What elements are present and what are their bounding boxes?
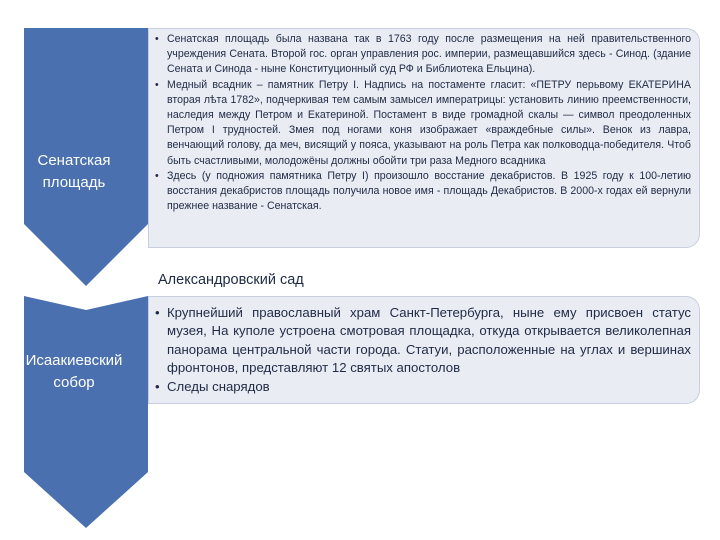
content-card-senate-square [148,28,700,248]
heading-alexander-garden: Александровский сад [158,272,304,288]
content-card-st-isaac-cathedral [148,296,700,404]
bullet-bronze-horseman: • Медный всадник – памятник Петру I. Надпись на постаменте гласит: «ПЕТРУ перьвому ЕКАТЕРИНА вторая лѣта 1782», подчеркивая тем самым замысел императрицы: установить линию преемственности, наследия между Петром и Екатериной. Постамент в виде громадной скалы — символ преодоленных Петром I трудностей. Змея под ногами коня изображает «враждебные силы». Венок из лавра, венчающий голову, да меч, висящий у пояса, указывают на роль Петра как полководца-победителя. Чтоб быть счастливыми, молодожёны должны обойти три раза Медного всадника [155,78,691,169]
bullet-decembrist-revolt: • Здесь (у подножия памятника Петру I) произошло восстание декабристов. В 1925 году к 100-летию восстания декабристов площадь получила новое имя - площадь Декабристов. В 2000-х годах ей вернули прежнее название - Сенатская. [155,169,691,215]
bullet-list-st-isaac-cathedral [155,304,691,396]
bullet-list-senate-square [155,32,691,214]
chevron-label-st-isaac-cathedral: Исаакиевский собор [25,352,123,391]
chevron-st-isaac-cathedral [0,296,148,528]
chevron-senate-square [0,28,148,286]
bullet-shell-marks: • Следы снарядов [155,378,691,396]
chevron-shape [0,296,148,528]
chevron-label-senate-square: Сенатская площадь [37,152,111,191]
bullet-senate-history: • Сенатская площадь была названа так в 1763 году после размещения на ней правительственного учреждения Сената. Второй гос. орган управления рос. империи, размещавшийся здесь - Синод. (здание Сената и Синода - ныне Конституционный суд РФ и Библиотека Ельцина). [155,32,691,78]
bullet-cathedral-description: • Крупнейший православный храм Санкт-Петербурга, ныне ему присвоен статус музея, На куполе устроена смотровая площадка, откуда открывается великолепная панорама центральной части города. Статуи, расположенные на углах и вершинах фронтонов, представляют 12 святых апостолов [155,304,691,378]
